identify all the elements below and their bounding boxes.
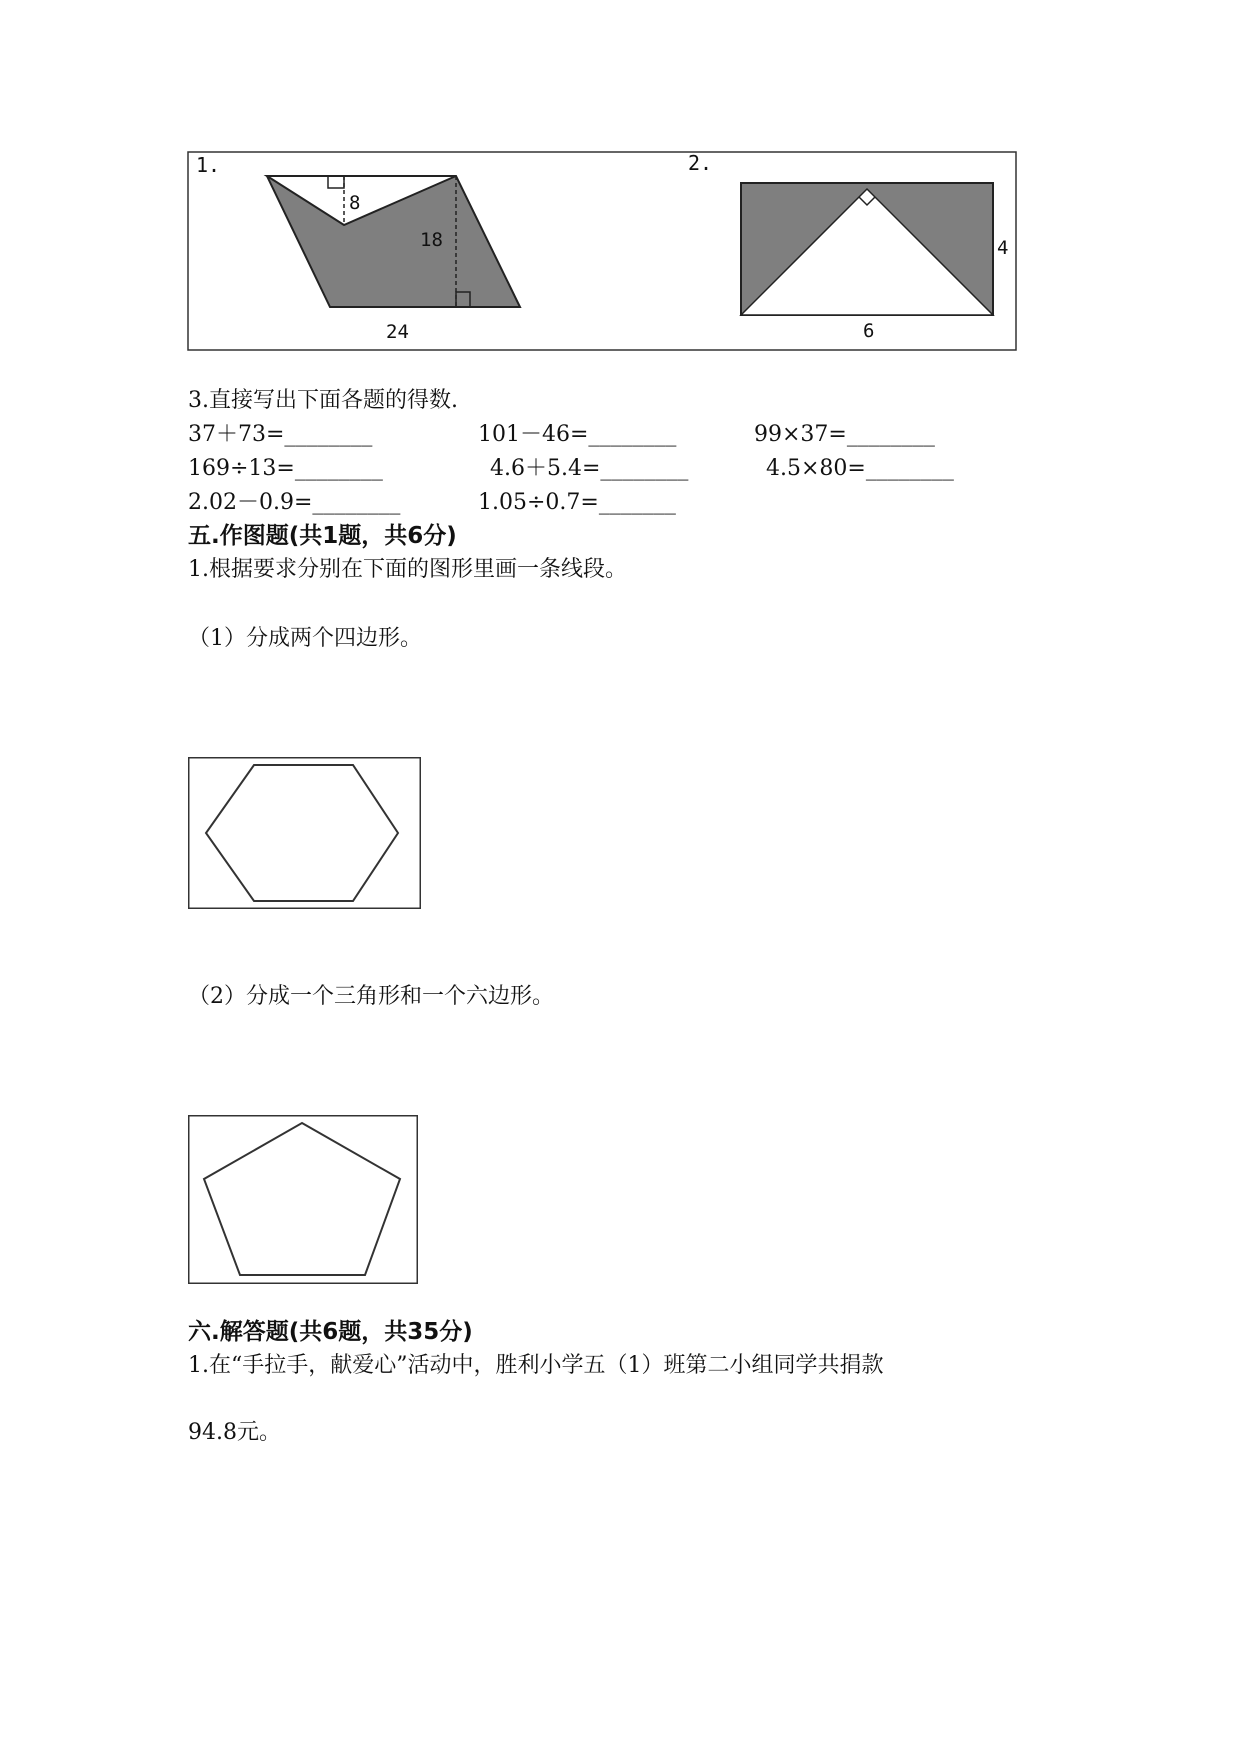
fig1-label-triangle-height: 8 [349,192,361,214]
section5-heading: 五.作图题(共1题，共6分) [188,523,457,549]
pentagon-frame [189,1116,418,1284]
fig2-number: 2. [688,151,713,175]
q3-item-8: 1.05÷0.7=_______ [478,490,676,515]
section6-heading: 六.解答题(共6题，共35分) [188,1319,473,1345]
section6-q1-line2: 94.8元。 [188,1420,281,1445]
pentagon-figure [188,1115,418,1284]
section6-q1-line1: 1.在“手拉手，献爱心”活动中，胜利小学五（1）班第二小组同学共捐款 [188,1353,884,1378]
section5-part2: （2）分成一个三角形和一个六边形。 [188,984,554,1009]
q3-title: 3.直接写出下面各题的得数. [188,388,458,413]
fig1-label-height: 18 [420,229,443,251]
q3-item-5: 4.6＋5.4=________ [490,456,689,481]
hexagon-figure [188,757,421,909]
section5-part1: （1）分成两个四边形。 [188,626,422,651]
hexagon-frame [189,758,421,909]
fig1-number: 1. [196,153,221,177]
q3-item-1: 37＋73=________ [188,422,373,447]
fig2-label-height: 4 [997,237,1009,259]
q3-item-4: 169÷13=________ [188,456,383,481]
fig2-label-base: 6 [863,320,875,342]
q3-item-2: 101－46=________ [478,422,677,447]
q3-item-6: 4.5×80=________ [766,456,954,481]
section5-q1: 1.根据要求分别在下面的图形里画一条线段。 [188,557,627,582]
q3-item-7: 2.02－0.9=________ [188,490,401,515]
figures-panel [0,0,1240,360]
fig1-label-base: 24 [386,321,409,343]
pentagon-shape [204,1123,400,1275]
q3-item-3: 99×37=________ [754,422,935,447]
hexagon-shape [206,765,398,901]
